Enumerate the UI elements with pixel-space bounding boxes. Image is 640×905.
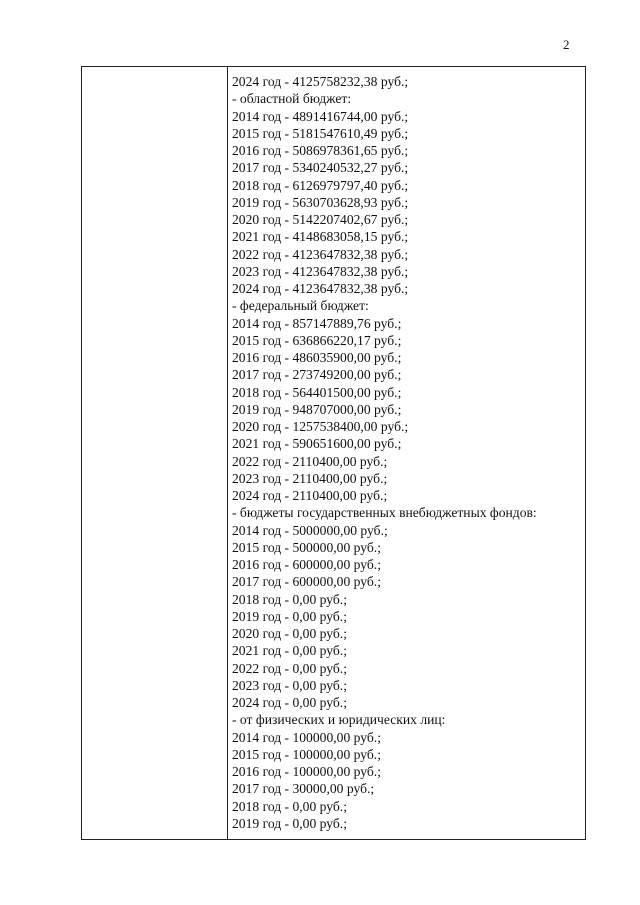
funding-line: 2021 год - 4148683058,15 руб.; [232, 229, 409, 245]
funding-line: 2023 год - 2110400,00 руб.; [232, 470, 388, 486]
funding-line: 2022 год - 0,00 руб.; [232, 660, 347, 676]
funding-line: 2017 год - 30000,00 руб.; [232, 781, 375, 797]
funding-line: 2022 год - 2110400,00 руб.; [232, 453, 388, 469]
funding-line: 2017 год - 5340240532,27 руб.; [232, 160, 409, 176]
funding-line: 2019 год - 0,00 руб.; [232, 608, 347, 624]
funding-line: 2019 год - 0,00 руб.; [232, 815, 347, 831]
funding-line: 2019 год - 5630703628,93 руб.; [232, 194, 409, 210]
funding-line: - федеральный бюджет: [232, 298, 369, 314]
funding-line: 2014 год - 100000,00 руб.; [232, 729, 381, 745]
funding-line: 2016 год - 5086978361,65 руб.; [232, 143, 409, 158]
funding-line: 2024 год - 4123647832,38 руб.; [232, 281, 409, 296]
funding-line: 2021 год - 590651600,00 руб.; [232, 436, 402, 452]
funding-line: 2015 год - 500000,00 руб.; [232, 539, 381, 555]
funding-line: 2023 год - 4123647832,38 руб.; [232, 263, 409, 279]
funding-line: 2020 год - 5142207402,67 руб.; [232, 212, 409, 227]
funding-line: - от физических и юридических лиц: [232, 712, 446, 728]
funding-line: 2016 год - 600000,00 руб.; [232, 557, 381, 572]
funding-line: 2014 год - 4891416744,00 руб.; [232, 108, 409, 124]
funding-line: 2016 год - 486035900,00 руб.; [232, 350, 402, 365]
funding-line: 2015 год - 5181547610,49 руб.; [232, 125, 409, 141]
funding-line: - областной бюджет: [232, 91, 352, 107]
funding-line: 2024 год - 4125758232,38 руб.; [232, 74, 409, 89]
funding-line: 2020 год - 1257538400,00 руб.; [232, 419, 409, 434]
table-right-column [228, 67, 585, 839]
funding-line: 2021 год - 0,00 руб.; [232, 643, 347, 659]
funding-line: 2015 год - 100000,00 руб.; [232, 746, 381, 762]
funding-line: 2018 год - 6126979797,40 руб.; [232, 177, 409, 193]
funding-line: 2014 год - 5000000,00 руб.; [232, 522, 388, 538]
funding-line: - бюджеты государственных внебюджетных фондов: [232, 505, 537, 521]
funding-line: 2022 год - 4123647832,38 руб.; [232, 246, 409, 262]
funding-table [81, 66, 586, 840]
funding-line: 2018 год - 0,00 руб.; [232, 798, 347, 814]
funding-line: 2018 год - 0,00 руб.; [232, 591, 347, 607]
funding-line: 2024 год - 0,00 руб.; [232, 695, 347, 710]
table-left-column [82, 67, 228, 839]
funding-line: 2023 год - 0,00 руб.; [232, 677, 347, 693]
funding-line: 2017 год - 273749200,00 руб.; [232, 367, 402, 383]
funding-line: 2020 год - 0,00 руб.; [232, 626, 347, 641]
funding-line: 2017 год - 600000,00 руб.; [232, 574, 381, 590]
funding-line: 2019 год - 948707000,00 руб.; [232, 401, 402, 417]
funding-line: 2016 год - 100000,00 руб.; [232, 764, 381, 779]
funding-line: 2015 год - 636866220,17 руб.; [232, 332, 402, 348]
funding-line: 2018 год - 564401500,00 руб.; [232, 384, 402, 400]
funding-line: 2024 год - 2110400,00 руб.; [232, 488, 388, 503]
funding-line: 2014 год - 857147889,76 руб.; [232, 315, 402, 331]
page-number: 2 [563, 37, 570, 52]
